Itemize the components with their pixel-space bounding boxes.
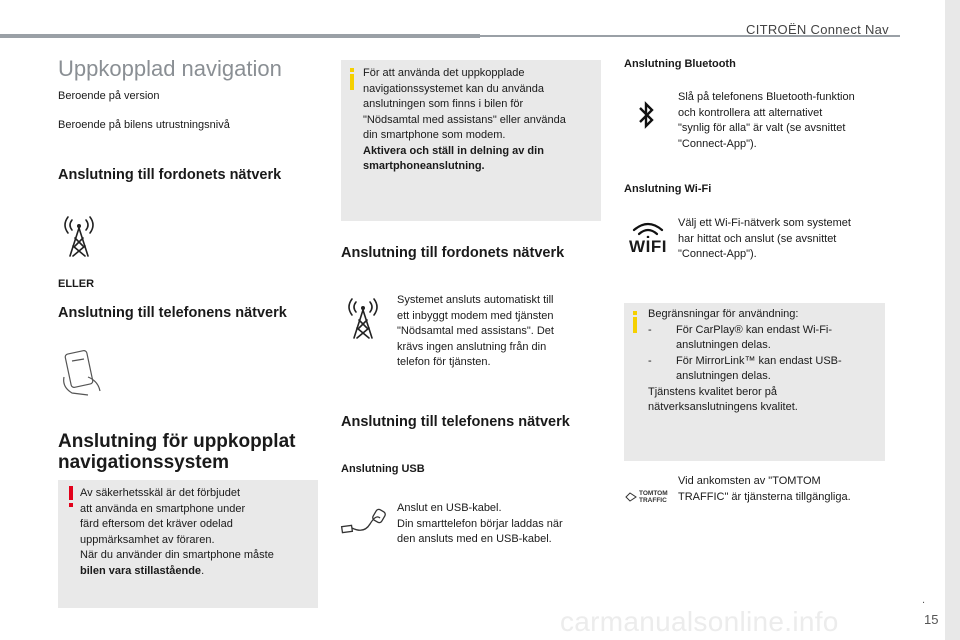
wifi-icon-text: WIFI	[629, 237, 667, 256]
vehicle-line: ett inbyggt modem med tjänsten	[397, 309, 554, 322]
heading-vehicle-network: Anslutning till fordonets nätverk	[58, 167, 282, 183]
warning-box	[58, 480, 318, 608]
heading-connected-system	[58, 431, 295, 473]
bluetooth-line: "synlig för alla" är valt (se avsnittet	[678, 122, 846, 134]
heading-vehicle-network-2: Anslutning till fordonets nätverk	[341, 245, 565, 261]
tomtom-line: Vid ankomsten av "TOMTOM	[678, 475, 821, 487]
limits-item-text: För MirrorLink™ kan endast USB-	[676, 354, 842, 367]
info-box-modem	[341, 60, 601, 221]
limits-item	[648, 323, 880, 339]
warning-bold: bilen vara stillastående	[80, 564, 202, 577]
limits-item	[648, 354, 880, 370]
antenna-icon	[344, 296, 382, 340]
tomtom-icon-line1: TOMTOM	[639, 490, 668, 497]
vehicle-network-text	[397, 293, 597, 371]
info-line: "Nödsamtal med assistans" eller använda	[363, 113, 566, 126]
warning-text	[80, 486, 312, 579]
wifi-line: "Connect-App").	[678, 248, 757, 260]
info-line: navigationssystemet kan du använda	[363, 82, 545, 95]
usb-label: Anslutning USB	[341, 463, 425, 475]
info-icon	[632, 311, 638, 333]
bluetooth-line: "Connect-App").	[678, 137, 757, 150]
limits-title: Begränsningar för användning:	[648, 308, 799, 320]
info-line: din smartphone som modem.	[363, 129, 506, 141]
usb-cable-icon	[340, 508, 386, 538]
tomtom-line: TRAFFIC" är tjänsterna tillgängliga.	[678, 490, 851, 503]
warning-end: .	[201, 564, 205, 577]
wifi-line: har hittat och anslut (se avsnittet	[678, 232, 837, 245]
page-dot: .	[922, 594, 926, 606]
page-side-strip	[945, 0, 960, 640]
tomtom-traffic-icon	[625, 490, 671, 504]
vehicle-line: Systemet ansluts automatiskt till	[397, 294, 554, 306]
limits-item-text: anslutningen delas.	[676, 370, 771, 382]
watermark: carmanualsonline.info	[560, 606, 839, 637]
limits-item	[648, 369, 880, 385]
warning-line: att använda en smartphone under	[80, 502, 246, 515]
wifi-label: Anslutning Wi-Fi	[624, 183, 712, 195]
bluetooth-line: Slå på telefonens Bluetooth-funktion	[678, 91, 855, 103]
usb-line: Anslut en USB-kabel.	[397, 502, 502, 514]
wifi-icon	[626, 222, 670, 256]
usb-line: Din smarttelefon börjar laddas när	[397, 517, 563, 530]
warning-line: uppmärksamhet av föraren.	[80, 533, 215, 546]
warning-line	[80, 564, 312, 580]
header-rule-left	[0, 34, 480, 38]
limits-item-text: För CarPlay® kan endast Wi-Fi-	[676, 323, 833, 336]
heading-phone-network: Anslutning till telefonens nätverk	[58, 305, 287, 321]
usb-line: den ansluts med en USB-kabel.	[397, 533, 552, 545]
info-bold-line: Aktivera och ställ in delning av din	[363, 144, 544, 157]
wifi-line: Välj ett Wi-Fi-nätverk som systemet	[678, 217, 851, 229]
limits-bullet	[648, 338, 676, 354]
heading-connected-system-line1: Anslutning för uppkopplat	[58, 431, 296, 452]
info-box-limits	[624, 303, 885, 461]
bluetooth-line: och kontrollera att alternativet	[678, 106, 823, 119]
bluetooth-icon	[636, 99, 658, 131]
tomtom-text	[678, 474, 888, 505]
heading-connected-system-line2: navigationssystem	[58, 452, 230, 473]
info-line: anslutningen som finns i bilen för	[363, 98, 524, 110]
tomtom-icon-line2: TRAFFIC	[639, 497, 667, 504]
limits-item	[648, 338, 880, 354]
wifi-text	[678, 216, 888, 263]
bluetooth-label: Anslutning Bluetooth	[624, 58, 736, 70]
page-number: 15	[924, 612, 939, 627]
antenna-icon	[60, 214, 98, 258]
warning-line: När du använder din smartphone måste	[80, 549, 274, 561]
info-line: För att använda det uppkopplade	[363, 67, 525, 79]
info-bold-line: smartphoneanslutning.	[363, 160, 485, 172]
page-title: Uppkopplad navigation	[58, 56, 282, 81]
version-note: Beroende på version	[58, 90, 160, 102]
warning-line: färd eftersom det kräver odelad	[80, 518, 233, 530]
limits-bullet: -	[648, 323, 652, 336]
limits-item-text: anslutningen delas.	[676, 339, 771, 351]
vehicle-line: krävs ingen anslutning från din	[397, 340, 547, 353]
limits-tail-line: Tjänstens kvalitet beror på	[648, 385, 778, 398]
bluetooth-text	[678, 90, 888, 152]
limits-bullet: -	[648, 354, 652, 367]
vehicle-line: "Nödsamtal med assistans". Det	[397, 325, 554, 337]
info-icon	[349, 68, 355, 90]
limits-tail-line: nätverksanslutningens kvalitet.	[648, 401, 798, 413]
equipment-note: Beroende på bilens utrustningsnivå	[58, 119, 230, 131]
running-header: CITROËN Connect Nav	[746, 22, 889, 37]
limits-bullet	[648, 369, 676, 385]
or-label: ELLER	[58, 278, 95, 290]
info-text	[363, 66, 597, 175]
usb-text	[397, 501, 597, 548]
vehicle-line: telefon för tjänsten.	[397, 356, 491, 368]
heading-phone-network-2: Anslutning till telefonens nätverk	[341, 414, 570, 430]
warning-line: Av säkerhetsskäl är det förbjudet	[80, 487, 240, 499]
limits-text	[648, 307, 880, 416]
warning-icon	[67, 486, 75, 508]
smartphone-hand-icon	[58, 347, 108, 397]
